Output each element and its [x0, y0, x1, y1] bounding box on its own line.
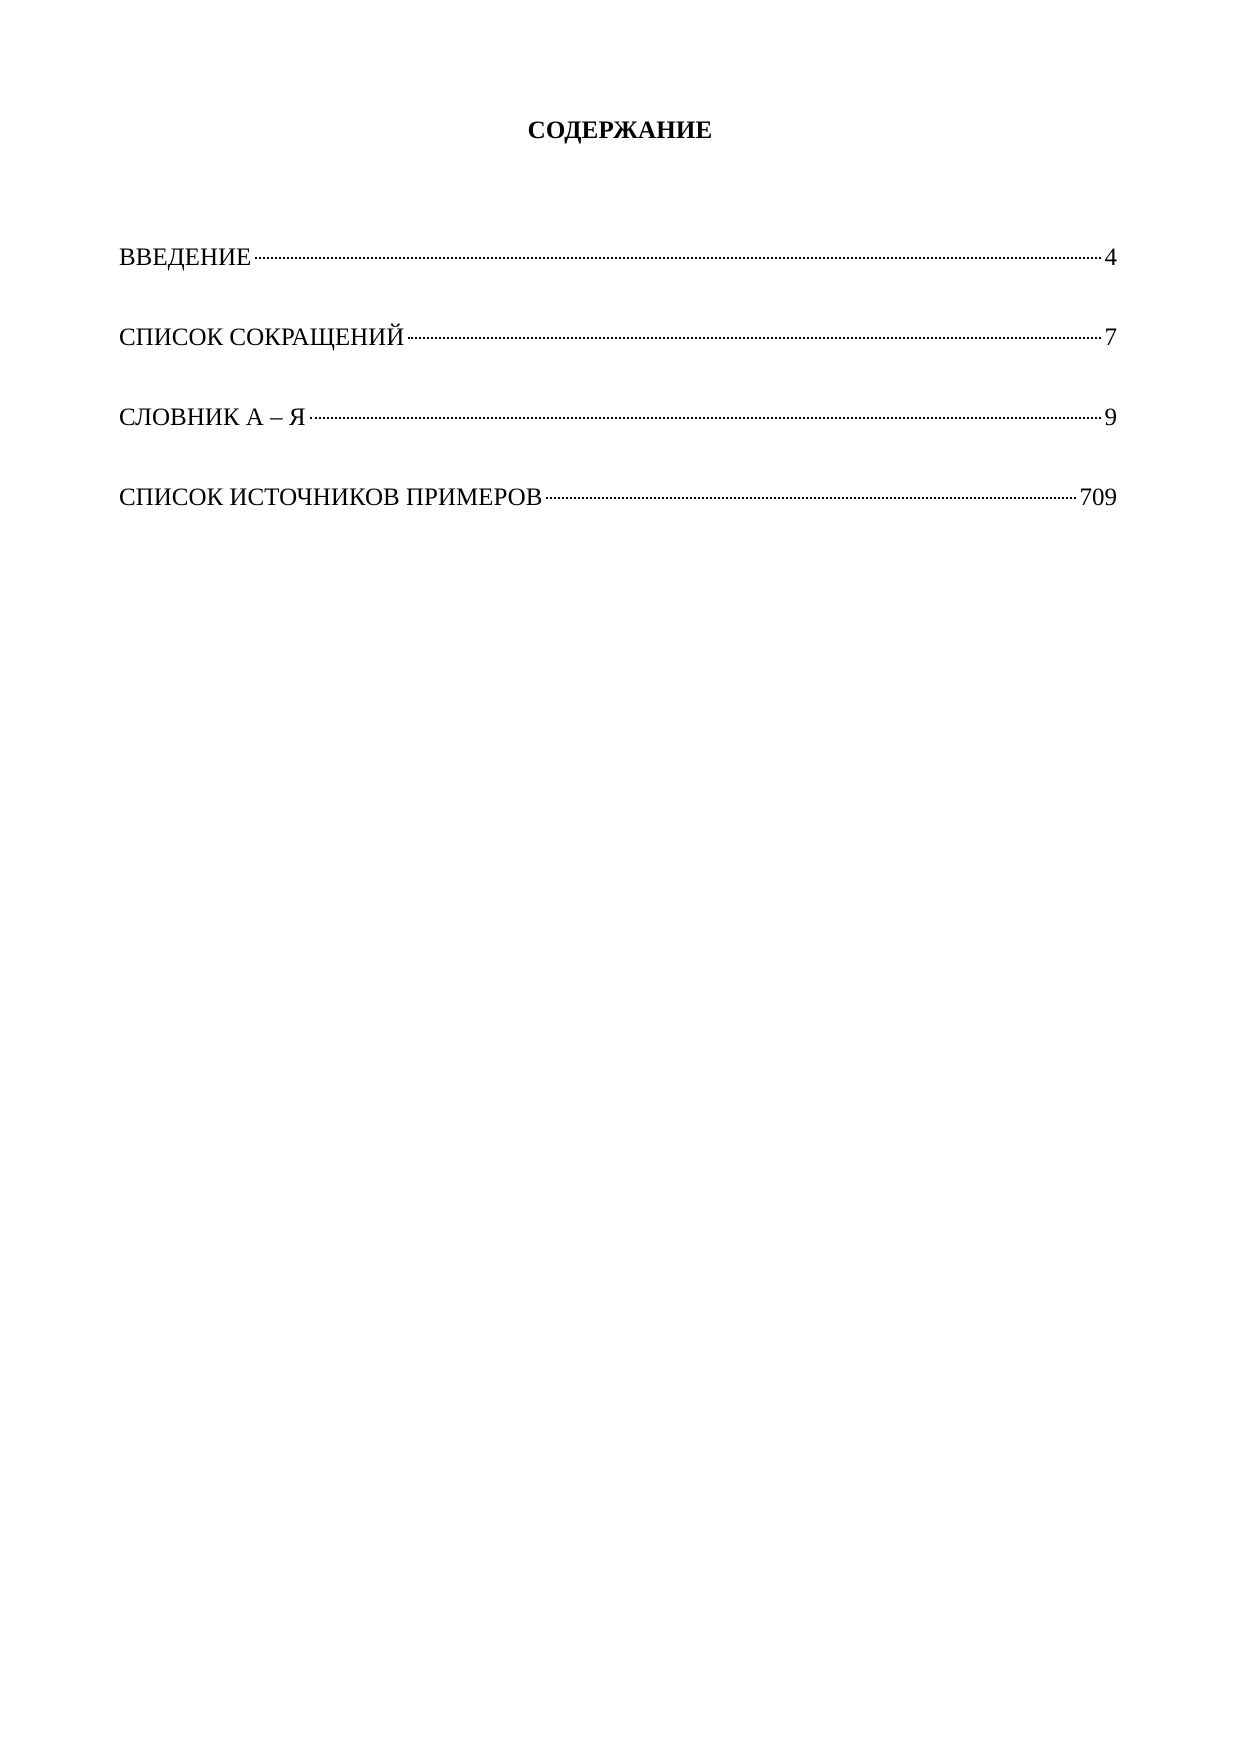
toc-entry-introduction[interactable]: [119, 243, 1117, 323]
toc-entry-dictionary[interactable]: [119, 403, 1117, 483]
dot-leader: [408, 337, 1100, 339]
dot-leader: [546, 497, 1075, 499]
page-title: СОДЕРЖАНИЕ: [527, 117, 713, 144]
toc-entry-sources[interactable]: [119, 483, 1117, 563]
toc-entry-page-number: 7: [1104, 324, 1117, 351]
toc-entry-page-number: 9: [1104, 404, 1117, 431]
toc-entry-label: СПИСОК СОКРАЩЕНИЙ: [119, 324, 405, 351]
toc-entry-label: СЛОВНИК А – Я: [119, 404, 306, 431]
toc-entry-label: СПИСОК ИСТОЧНИКОВ ПРИМЕРОВ: [119, 484, 543, 511]
dot-leader: [310, 417, 1101, 419]
dot-leader: [255, 257, 1100, 259]
toc-entry-abbreviations[interactable]: [119, 323, 1117, 403]
toc-entry-label: ВВЕДЕНИЕ: [119, 244, 252, 271]
toc-entry-page-number: 709: [1079, 484, 1117, 511]
toc-entry-page-number: 4: [1104, 244, 1117, 271]
table-of-contents: [119, 243, 1117, 563]
